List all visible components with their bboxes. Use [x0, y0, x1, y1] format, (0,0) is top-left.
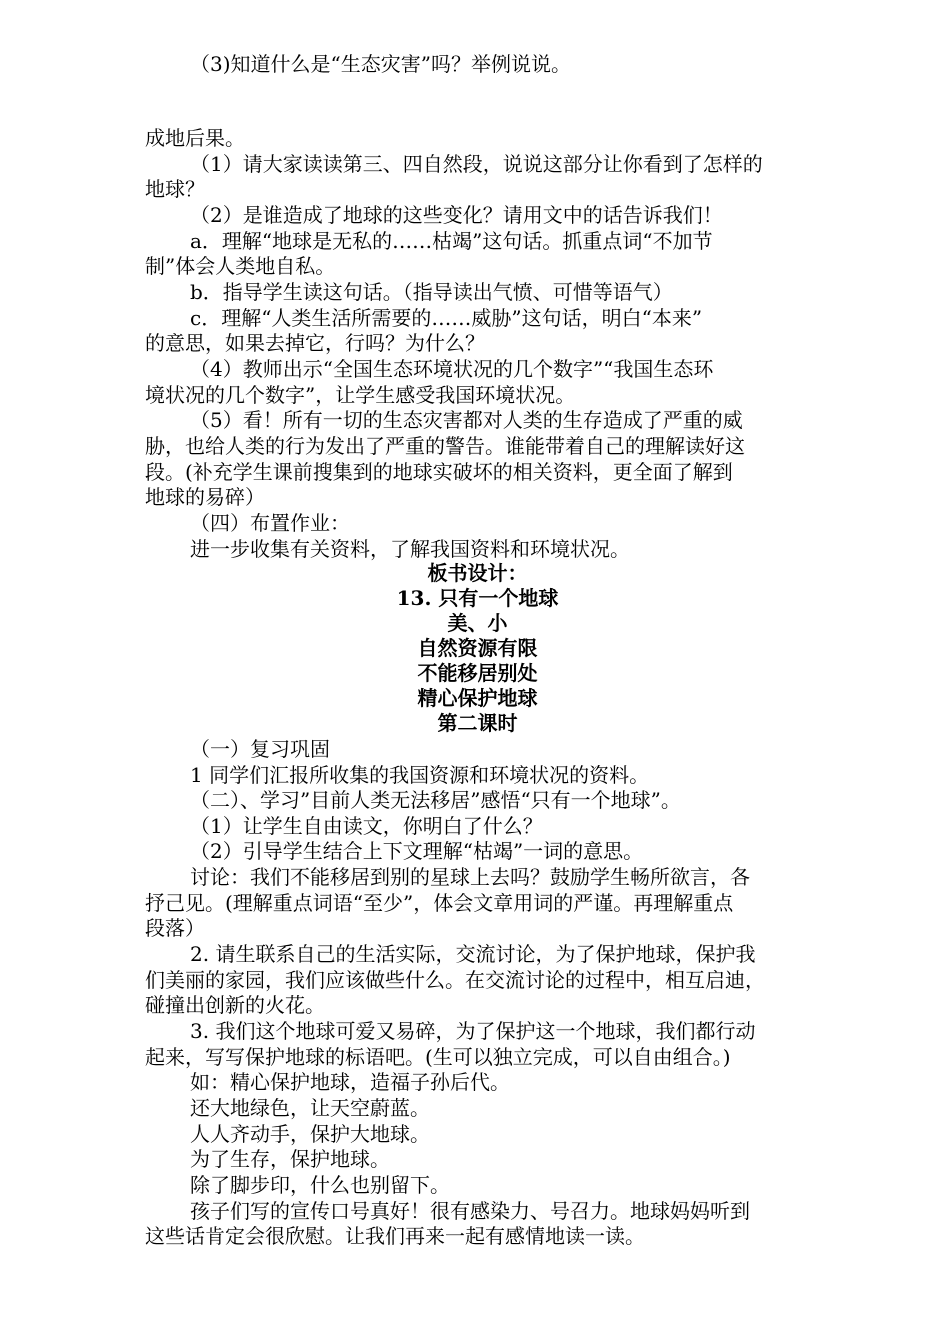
question-3-line: （3)知道什么是“生态灾害”吗？举例说说。	[190, 52, 571, 76]
paragraph-line: 地球？	[145, 177, 205, 201]
paragraph-line: 段落）	[145, 916, 205, 940]
step-5-line: （5）看！所有一切的生态灾害都对人类的生存造成了严重的威	[190, 408, 743, 432]
paragraph-line: 境状况的几个数字”，让学生感受我国环境状况。	[145, 383, 576, 407]
paragraph-line: 1 同学们汇报所收集的我国资源和环境状况的资料。	[190, 763, 650, 787]
step-2-line: （2）引导学生结合上下文理解“枯竭”一词的意思。	[190, 839, 644, 863]
homework-line: 进一步收集有关资料，了解我国资料和环境状况。	[190, 537, 630, 561]
homework-heading: （四）布置作业：	[190, 511, 350, 535]
step-4-line: （4）教师出示“全国生态环境状况的几个数字”“我国生态环	[190, 357, 714, 381]
closing-line: 孩子们写的宣传口号真好！很有感染力、号召力。地球妈妈听到	[190, 1199, 750, 1223]
paragraph-line: 胁，也给人类的行为发出了严重的警告。谁能带着自己的理解读好这	[145, 434, 745, 458]
step-1-line: （1）请大家读读第三、四自然段，说说这部分让你看到了怎样的	[190, 152, 763, 176]
slogan-line: 除了脚步印，什么也别留下。	[190, 1173, 450, 1197]
paragraph-line: 的意思，如果去掉它，行吗？为什么？	[145, 331, 485, 355]
step-2-line: （2）是谁造成了地球的这些变化？请用文中的话告诉我们！	[190, 203, 723, 227]
board-line: 精心保护地球	[417, 686, 538, 710]
lesson-two-heading: 第二课时	[437, 711, 518, 735]
paragraph-line: 抒己见。(理解重点词语“至少”，体会文章用词的严谨。再理解重点	[145, 891, 734, 915]
paragraph-line: 段。(补充学生课前搜集到的地球实破坏的相关资料，更全面了解到	[145, 460, 733, 484]
item-2-line: 2. 请生联系自己的生活实际，交流讨论，为了保护地球，保护我	[190, 942, 756, 966]
paragraph-line: 制”体会人类地自私。	[145, 254, 336, 278]
board-line: 不能移居别处	[417, 661, 538, 685]
paragraph-line: 碰撞出创新的火花。	[145, 993, 325, 1017]
slogan-line: 为了生存，保护地球。	[190, 1147, 390, 1171]
board-title: 13. 只有一个地球	[396, 586, 559, 610]
paragraph-line: 这些话肯定会很欣慰。让我们再来一起有感情地读一读。	[145, 1224, 645, 1248]
paragraph-line: 起来，写写保护地球的标语吧。(生可以独立完成，可以自由组合。)	[145, 1045, 731, 1069]
slogan-line: 如：精心保护地球，造福子孙后代。	[190, 1070, 510, 1094]
board-line: 自然资源有限	[417, 636, 538, 660]
slogan-line: 还大地绿色，让天空蔚蓝。	[190, 1096, 430, 1120]
discussion-line: 讨论：我们不能移居到别的星球上去吗？鼓励学生畅所欲言，各	[190, 865, 750, 889]
section-two-heading: （二）、学习”目前人类无法移居”感悟“只有一个地球”。	[190, 788, 681, 812]
paragraph-line: 们美丽的家园，我们应该做些什么。在交流讨论的过程中，相互启迪，	[145, 968, 765, 992]
slogan-line: 人人齐动手，保护大地球。	[190, 1122, 430, 1146]
item-3-line: 3. 我们这个地球可爱又易碎，为了保护这一个地球，我们都行动	[190, 1019, 756, 1043]
item-b-line: b．指导学生读这句话。（指导读出气愤、可惜等语气）	[190, 280, 673, 304]
item-c-line: c．理解“人类生活所需要的……威胁”这句话，明白“本来”	[190, 306, 703, 330]
item-a-line: a．理解“地球是无私的……枯竭”这句话。抓重点词“不加节	[190, 229, 713, 253]
step-1-line: （1）让学生自由读文，你明白了什么？	[190, 814, 543, 838]
paragraph-line: 成地后果。	[145, 126, 245, 150]
board-design-heading: 板书设计：	[427, 561, 528, 585]
section-one-heading: （一）复习巩固	[190, 737, 330, 761]
paragraph-line: 地球的易碎）	[145, 485, 265, 509]
board-line: 美、小	[447, 611, 508, 635]
